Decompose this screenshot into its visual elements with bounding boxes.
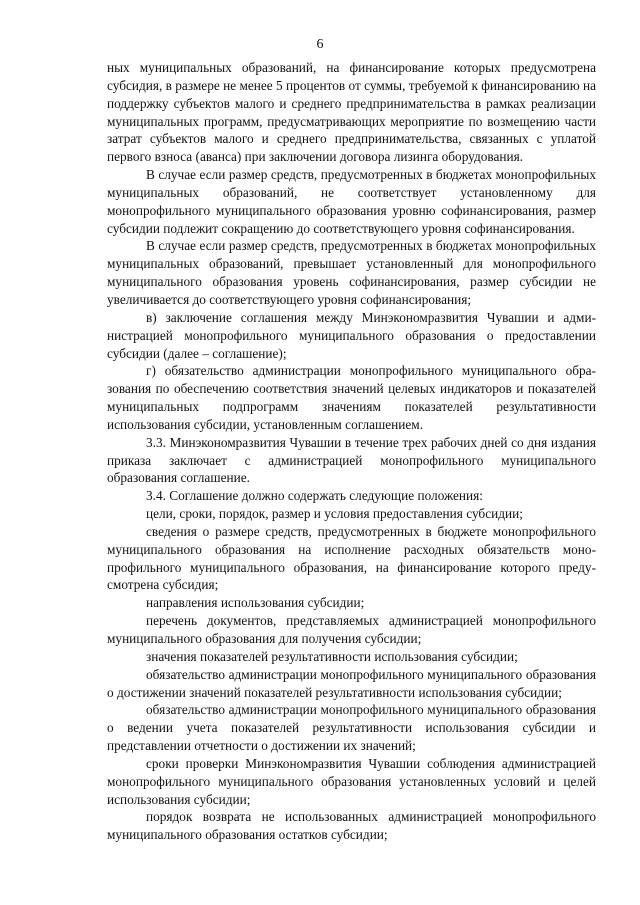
list-item-inspection-terms: сроки проверки Минэкономразвития Чувашии соблюдения администрацией монопрофильного муниципального образования установленных условий и целей использования субсидии; [107,755,596,807]
paragraph-clause-3-4: 3.4. Соглашение должно содержать следующие положения: [146,488,483,504]
paragraph-item-v: в) заключение соглашения между Минэкономразвития Чувашии и администрацией монопрофильного муниципального образования о предоставлении субсидии (далее – соглашение); [107,309,596,361]
list-item-budget-info: сведения о размере средств, предусмотренных в бюджете монопрофильного муниципального образования на исполнение расходных обязательств монопрофильного муниципального образования, на финансирование которого предусмотрена субсидия; [107,523,596,593]
paragraph-budget-shortfall: В случае если размер средств, предусмотренных в бюджетах монопрофильных муниципальных образований, не соответствует установленному для монопрофильного муниципального образования уровню софинансирования, размер субсидии подлежит сокращению до соответствующего уровня софинансирования. [107,167,596,236]
paragraph-budget-excess: В случае если размер средств, предусмотренных в бюджетах монопрофильных муниципальных образований, превышает установленный для монопрофильного муниципального образования уровень софинансирования, размер субсидии не увеличивается до соответствующего уровня софинансирования; [107,238,596,307]
list-item-accounting-obligation: обязательство администрации монопрофильного муниципального образования о ведении учета показателей результативности использования субсидии и представлении отчетности о достижении их значений; [107,702,596,754]
list-item-achievement-obligation: обязательство администрации монопрофильного муниципального образования о достижении значений показателей результативности использования субсидии; [107,666,596,700]
list-item-indicator-values: значения показателей результативности использования субсидии; [146,648,518,664]
paragraph-item-g: г) обязательство администрации монопрофильного муниципального образования по обеспечению соответствия значений целевых индикаторов и показателей муниципальных подпрограмм значениям показателей результативности использования субсидии, установленным соглашением. [107,363,596,432]
list-item-documents: перечень документов, представляемых администрацией монопрофильного муниципального образования для получения субсидии; [107,613,596,646]
list-item-refund-procedure: порядок возврата не использованных администрацией монопрофильного муниципального образования остатков субсидии; [107,809,596,843]
paragraph-continuation: ных муниципальных образований, на финансирование которых предусмотрена субсидия, в размере не менее 5 процентов от суммы, требуемой к финансированию на поддержку субъектов малого и среднего предпринимательства в рамках реализации муниципальных программ, предусматривающих мероприятие по возмещению части затрат субъектов малого и среднего предпринимательства, связанных с уплатой первого взноса (аванса) при заключении договора лизинга оборудования. [107,60,596,165]
list-item-goals: цели, сроки, порядок, размер и условия предоставления субсидии; [146,506,523,522]
page-number: 6 [316,37,324,52]
list-item-directions: направления использования субсидии; [146,595,365,611]
document-body [107,59,596,844]
paragraph-clause-3-3: 3.3. Минэкономразвития Чувашии в течение трех рабочих дней со дня издания приказа заключает с администрацией монопрофильного муниципального образования соглашение. [107,434,596,486]
